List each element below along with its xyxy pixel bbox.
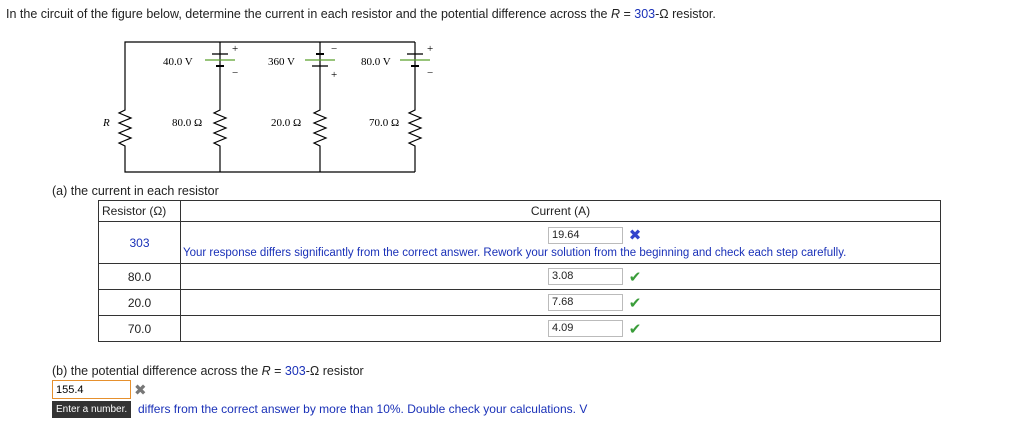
voltage-answer-input[interactable]: [52, 380, 131, 399]
resistor-r-label: R: [103, 117, 110, 129]
check-icon: ✔: [628, 268, 642, 286]
resistor-1-label: 80.0 Ω: [172, 117, 203, 129]
circuit-figure: [95, 40, 445, 180]
current-answer-field[interactable]: 4.09: [548, 320, 623, 337]
part-a-label: (a) the current in each resistor: [52, 184, 219, 198]
table-row: [99, 290, 941, 316]
battery-2-plus: +: [331, 69, 338, 81]
battery-3-plus: +: [427, 43, 434, 55]
voltage-feedback-text: differs from the correct answer by more than 10%. Double check your calculations. V: [138, 402, 588, 416]
enter-number-tooltip: Enter a number.: [52, 401, 131, 418]
current-answer-field[interactable]: 7.68: [548, 294, 623, 311]
battery-3-label: 80.0 V: [361, 56, 391, 68]
resistor-value: 20.0: [99, 290, 181, 316]
check-icon: ✔: [628, 320, 642, 338]
table-row: [99, 316, 941, 342]
resistor-value: 303: [99, 222, 181, 264]
battery-2-minus: −: [331, 43, 338, 55]
resistor-3-label: 70.0 Ω: [369, 117, 400, 129]
resistor-header: Resistor (Ω): [99, 201, 181, 222]
resistor-value: 70.0: [99, 316, 181, 342]
resistor-2-label: 20.0 Ω: [271, 117, 302, 129]
table-header-row: [99, 201, 941, 222]
battery-2-label: 360 V: [268, 56, 295, 68]
resistor-value: 80.0: [99, 264, 181, 290]
table-row: [99, 222, 941, 264]
battery-1-minus: −: [232, 67, 239, 79]
current-answer-field[interactable]: 3.08: [548, 268, 623, 285]
feedback-text: Your response differs significantly from the correct answer. Rework your solution from the beginning and check each step carefully.: [183, 247, 847, 259]
battery-3-minus: −: [427, 67, 434, 79]
battery-1-label: 40.0 V: [163, 56, 193, 68]
battery-1-plus: +: [232, 43, 239, 55]
part-b-label: (b) the potential difference across the R = 303-Ω resistor: [52, 364, 364, 378]
question-text: In the circuit of the figure below, determine the current in each resistor and the potential difference across the R = 303-Ω resistor.: [6, 7, 716, 21]
current-header: Current (A): [181, 201, 941, 222]
current-answer-field[interactable]: 19.64: [548, 227, 623, 244]
incorrect-x-icon: ✖: [628, 227, 642, 244]
table-row: [99, 264, 941, 290]
current-table: [98, 200, 941, 342]
incorrect-x-icon: ✖: [134, 382, 147, 399]
check-icon: ✔: [628, 294, 642, 312]
